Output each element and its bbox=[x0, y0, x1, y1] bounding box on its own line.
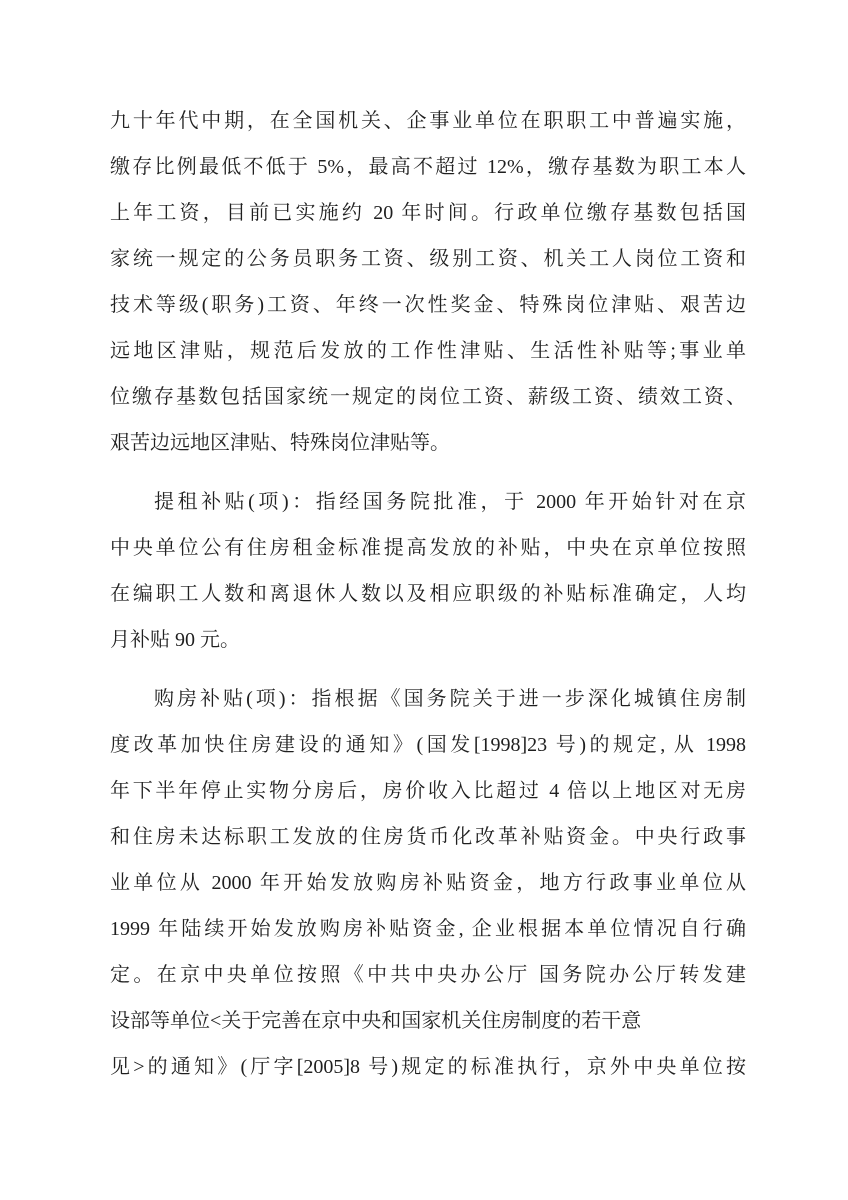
text-line: 远地区津贴，规范后发放的工作性津贴、生活性补贴等;事业单 bbox=[110, 340, 746, 362]
text-line: 艰苦边远地区津贴、特殊岗位津贴等。 bbox=[110, 432, 450, 454]
text-line: 在编职工人数和离退休人数以及相应职级的补贴标准确定，人均 bbox=[110, 583, 746, 605]
document-body bbox=[110, 98, 746, 1090]
text-line: 1999 年陆续开始发放购房补贴资金, 企业根据本单位情况自行确 bbox=[110, 918, 746, 940]
text-line: 定。在京中央单位按照《中共中央办公厅 国务院办公厅转发建 bbox=[110, 964, 746, 986]
text-line: 家统一规定的公务员职务工资、级别工资、机关工人岗位工资和 bbox=[110, 248, 746, 270]
text-line: 提租补贴(项)：指经国务院批准，于 2000 年开始针对在京 bbox=[154, 491, 746, 513]
text-line: 度改革加快住房建设的通知》(国发[1998]23 号)的规定, 从 1998 bbox=[110, 734, 746, 756]
text-line: 缴存比例最低不低于 5%，最高不超过 12%，缴存基数为职工本人 bbox=[110, 156, 746, 178]
text-line: 业单位从 2000 年开始发放购房补贴资金，地方行政事业单位从 bbox=[110, 872, 746, 894]
paragraph-rent-raise-subsidy bbox=[110, 479, 746, 663]
text-line: 位缴存基数包括国家统一规定的岗位工资、薪级工资、绩效工资、 bbox=[110, 386, 746, 408]
text-line: 年下半年停止实物分房后，房价收入比超过 4 倍以上地区对无房 bbox=[110, 780, 746, 802]
paragraph-housing-fund-deposit bbox=[110, 98, 746, 466]
text-line: 和住房未达标职工发放的住房货币化改革补贴资金。中央行政事 bbox=[110, 826, 746, 848]
text-line: 月补贴 90 元。 bbox=[110, 629, 240, 651]
text-line: 技术等级(职务)工资、年终一次性奖金、特殊岗位津贴、艰苦边 bbox=[110, 294, 746, 316]
text-line: 中央单位公有住房租金标准提高发放的补贴，中央在京单位按照 bbox=[110, 537, 746, 559]
text-line: 设部等单位<关于完善在京中央和国家机关住房制度的若干意 bbox=[110, 1010, 642, 1032]
text-line: 见>的通知》(厅字[2005]8 号)规定的标准执行，京外中央单位按 bbox=[110, 1056, 746, 1078]
text-line: 九十年代中期，在全国机关、企事业单位在职职工中普遍实施， bbox=[110, 110, 746, 132]
text-line: 购房补贴(项)：指根据《国务院关于进一步深化城镇住房制 bbox=[154, 688, 746, 710]
text-line: 上年工资，目前已实施约 20 年时间。行政单位缴存基数包括国 bbox=[110, 202, 746, 224]
paragraph-house-purchase-subsidy bbox=[110, 676, 746, 1090]
